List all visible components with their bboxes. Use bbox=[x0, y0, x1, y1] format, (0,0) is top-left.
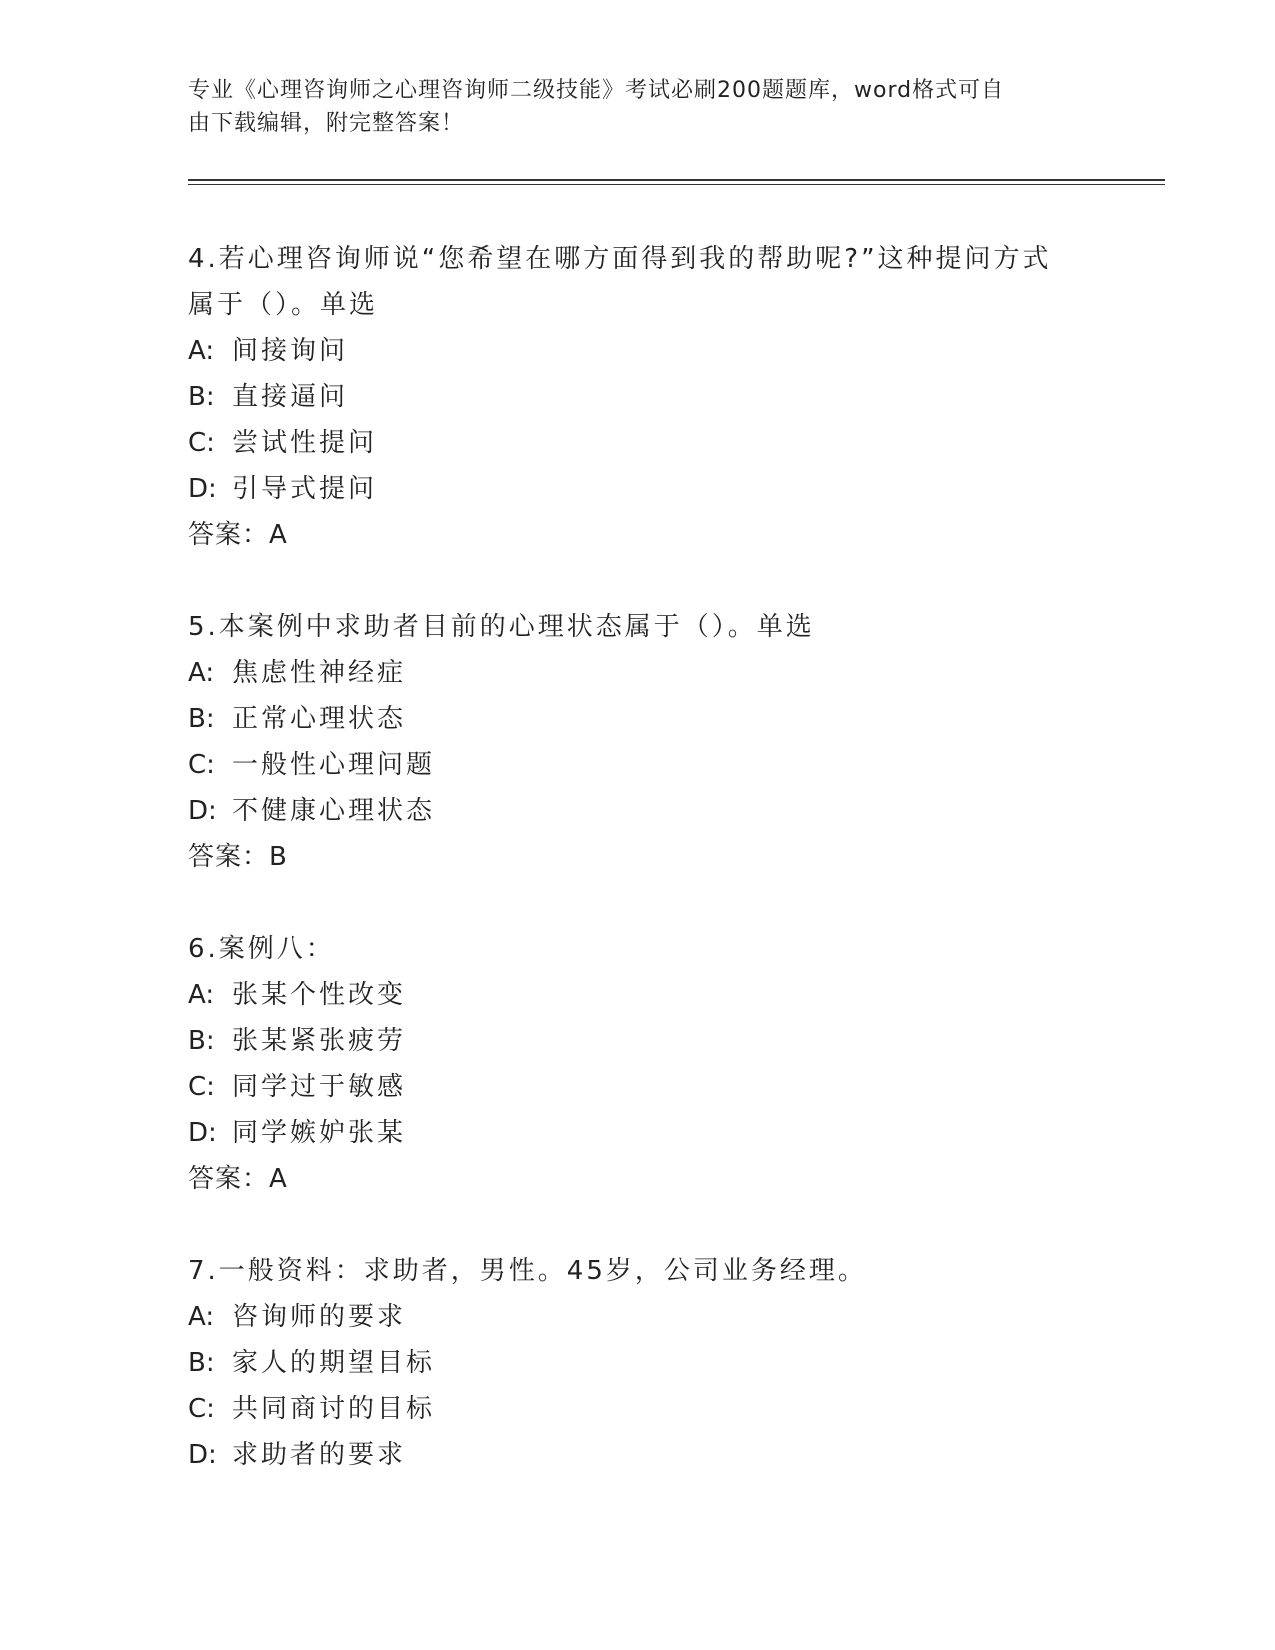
question-item bbox=[188, 926, 1088, 1202]
answer-line: 答案：A bbox=[188, 1164, 288, 1194]
option-a bbox=[188, 650, 1088, 696]
option-d bbox=[188, 1432, 1088, 1478]
option-letter: A: bbox=[188, 336, 215, 366]
option-text: 一般性心理问题 bbox=[232, 750, 436, 780]
option-letter: B: bbox=[188, 704, 215, 734]
option-text: 咨询师的要求 bbox=[232, 1302, 407, 1332]
option-c bbox=[188, 1386, 1088, 1432]
header-line-2: 由下载编辑，附完整答案！ bbox=[188, 111, 465, 136]
option-text: 正常心理状态 bbox=[232, 704, 407, 734]
option-letter: A: bbox=[188, 658, 215, 688]
answer-line: 答案：B bbox=[188, 842, 288, 872]
option-text: 焦虑性神经症 bbox=[232, 658, 407, 688]
option-c bbox=[188, 742, 1088, 788]
option-a bbox=[188, 972, 1088, 1018]
option-text: 求助者的要求 bbox=[232, 1440, 407, 1470]
option-letter: C: bbox=[188, 750, 215, 780]
option-c bbox=[188, 1064, 1088, 1110]
option-letter: A: bbox=[188, 980, 215, 1010]
option-text: 直接逼问 bbox=[232, 382, 349, 412]
option-d bbox=[188, 466, 1088, 512]
option-letter: B: bbox=[188, 1348, 215, 1378]
option-letter: D: bbox=[188, 796, 217, 826]
option-letter: D: bbox=[188, 1440, 217, 1470]
question-stem: 4.若心理咨询师说“您希望在哪方面得到我的帮助呢?”这种提问方式 bbox=[188, 244, 1052, 274]
option-letter: D: bbox=[188, 474, 217, 504]
option-d bbox=[188, 788, 1088, 834]
question-stem: 5.本案例中求助者目前的心理状态属于（）。单选 bbox=[188, 612, 815, 642]
option-a bbox=[188, 1294, 1088, 1340]
option-letter: A: bbox=[188, 1302, 215, 1332]
option-a bbox=[188, 328, 1088, 374]
option-text: 尝试性提问 bbox=[232, 428, 378, 458]
question-stem: 6.案例八： bbox=[188, 934, 335, 964]
option-letter: C: bbox=[188, 1394, 215, 1424]
option-c bbox=[188, 420, 1088, 466]
header-divider-thin bbox=[188, 184, 1165, 185]
option-b bbox=[188, 374, 1088, 420]
option-text: 间接询问 bbox=[232, 336, 349, 366]
question-stem: 7.一般资料：求助者，男性。45岁，公司业务经理。 bbox=[188, 1256, 867, 1286]
option-text: 引导式提问 bbox=[232, 474, 378, 504]
option-letter: D: bbox=[188, 1118, 217, 1148]
header-divider-thick bbox=[188, 179, 1165, 181]
option-letter: C: bbox=[188, 1072, 215, 1102]
option-text: 同学嫉妒张某 bbox=[232, 1118, 407, 1148]
question-item bbox=[188, 236, 1088, 558]
option-letter: C: bbox=[188, 428, 215, 458]
header-line-1: 专业《心理咨询师之心理咨询师二级技能》考试必刷200题题库，word格式可自 bbox=[188, 78, 1005, 103]
option-text: 张某紧张疲劳 bbox=[232, 1026, 407, 1056]
question-stem-continued: 属于（）。单选 bbox=[188, 290, 379, 320]
answer-line: 答案：A bbox=[188, 520, 288, 550]
option-text: 同学过于敏感 bbox=[232, 1072, 407, 1102]
option-letter: B: bbox=[188, 382, 215, 412]
option-text: 共同商讨的目标 bbox=[232, 1394, 436, 1424]
option-d bbox=[188, 1110, 1088, 1156]
option-text: 不健康心理状态 bbox=[232, 796, 436, 826]
question-item bbox=[188, 1248, 1088, 1478]
option-text: 张某个性改变 bbox=[232, 980, 407, 1010]
option-text: 家人的期望目标 bbox=[232, 1348, 436, 1378]
option-b bbox=[188, 1340, 1088, 1386]
option-b bbox=[188, 696, 1088, 742]
question-item bbox=[188, 604, 1088, 880]
option-letter: B: bbox=[188, 1026, 215, 1056]
option-b bbox=[188, 1018, 1088, 1064]
question-list bbox=[188, 236, 1088, 1524]
document-header bbox=[188, 74, 1088, 140]
